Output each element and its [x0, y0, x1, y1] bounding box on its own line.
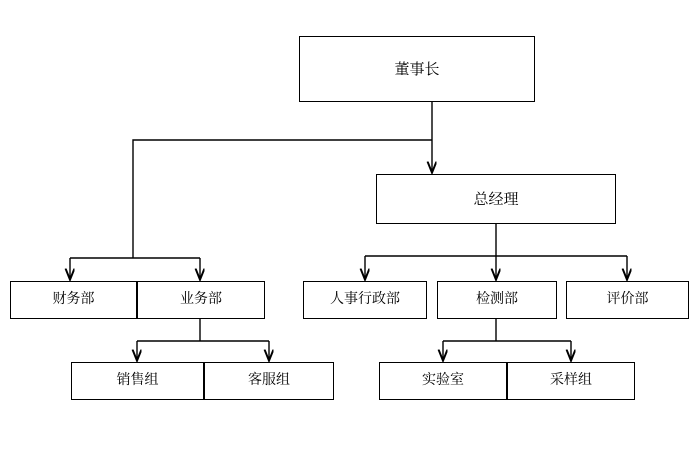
node-business-department[interactable]: [137, 281, 265, 319]
node-service-group-label: 客服组: [248, 372, 290, 389]
node-evaluation-department[interactable]: [566, 281, 689, 319]
node-finance-department-label: 财务部: [52, 291, 95, 308]
node-sales-group[interactable]: [71, 362, 204, 400]
node-laboratory-label: 实验室: [422, 372, 464, 389]
node-general-manager[interactable]: [376, 174, 616, 224]
node-finance-department[interactable]: [10, 281, 137, 319]
node-sales-group-label: 销售组: [116, 372, 159, 389]
node-sampling-group-label: 采样组: [550, 372, 592, 389]
node-chairman-label: 董事长: [394, 59, 440, 78]
node-business-department-label: 业务部: [180, 291, 222, 308]
node-evaluation-department-label: 评价部: [606, 291, 649, 308]
node-testing-department[interactable]: [437, 281, 557, 319]
node-hr-admin-department-label: 人事行政部: [330, 291, 400, 308]
node-sampling-group[interactable]: [507, 362, 635, 400]
node-service-group[interactable]: [204, 362, 334, 400]
node-chairman[interactable]: [299, 36, 535, 102]
node-hr-admin-department[interactable]: [303, 281, 427, 319]
node-general-manager-label: 总经理: [473, 189, 519, 208]
node-testing-department-label: 检测部: [476, 291, 518, 308]
node-laboratory[interactable]: [379, 362, 507, 400]
